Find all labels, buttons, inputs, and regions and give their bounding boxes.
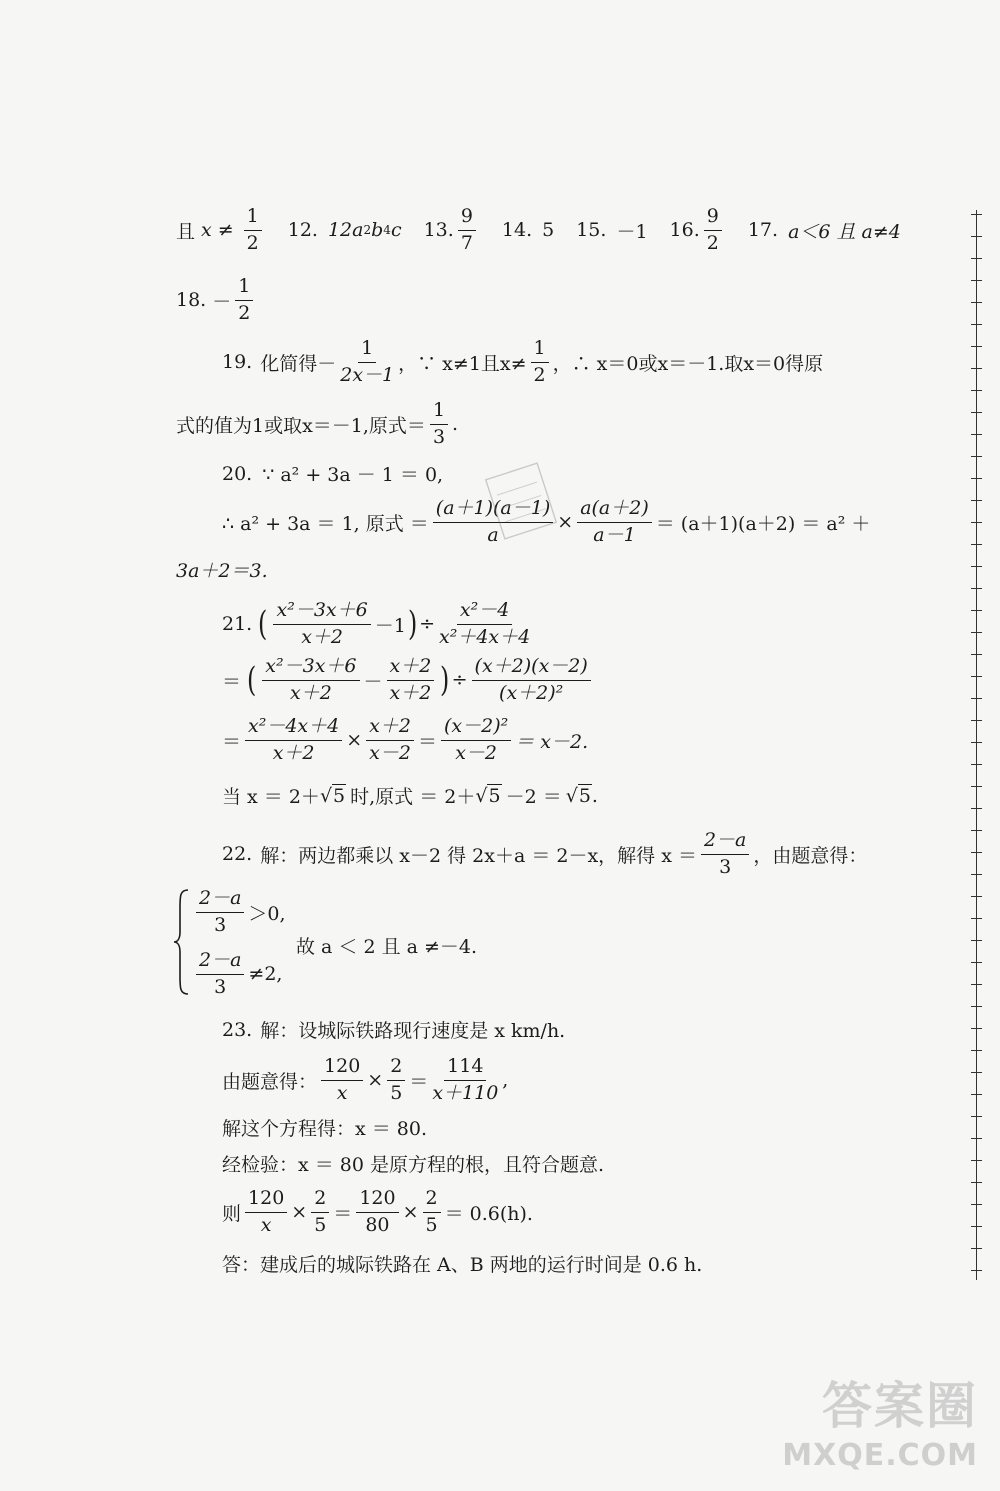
answer-22-line1 xyxy=(222,830,867,879)
fraction xyxy=(235,276,253,325)
denominator: 3 xyxy=(214,975,227,998)
fraction xyxy=(423,1188,441,1237)
binding-tick xyxy=(971,1226,982,1227)
denominator: 7 xyxy=(460,231,473,254)
binding-tick xyxy=(971,720,982,721)
text: ∴ a² + 3a ＝ 1, 原式 ＝ xyxy=(222,512,429,535)
numerator: 2 xyxy=(423,1188,441,1213)
answer-23-line4 xyxy=(222,1150,604,1177)
text: 经检验：x ＝ 80 是原方程的根，且符合题意. xyxy=(222,1154,605,1176)
fraction xyxy=(356,1188,398,1237)
numerator: (x－2)² xyxy=(441,716,511,741)
binding-tick xyxy=(971,830,982,831)
binding-tick xyxy=(971,522,982,523)
denominator: x＋2 xyxy=(272,741,315,764)
fraction xyxy=(387,656,435,705)
fraction xyxy=(432,1056,498,1105)
binding-tick xyxy=(971,962,982,963)
binding-tick xyxy=(971,698,982,699)
text: 则 xyxy=(222,1202,242,1225)
denominator: 2 xyxy=(238,301,251,324)
item-label: 22. xyxy=(222,843,253,866)
text: ＝ 0.6(h). xyxy=(444,1202,533,1225)
numerator: 2 xyxy=(387,1056,405,1081)
fraction xyxy=(430,400,448,449)
answer-21-line4: 当 x ＝ 2＋ √ 5 时,原式 ＝ 2＋ √ 5 －2 ＝ √ 5 . xyxy=(222,782,598,809)
text: ，∴ x＝0或x＝－1.取x＝0得原 xyxy=(552,352,824,375)
numerator: 120 xyxy=(321,1056,363,1081)
sqrt-value: 5 xyxy=(578,785,591,807)
binding-tick xyxy=(971,280,982,281)
text: . xyxy=(452,413,459,436)
fraction xyxy=(472,656,591,705)
binding-tick xyxy=(971,324,982,325)
binding-tick xyxy=(971,390,982,391)
binding-tick xyxy=(971,1050,982,1051)
binding-tick xyxy=(971,896,982,897)
item-label: 23. xyxy=(222,1018,253,1041)
text: 且 xyxy=(176,220,196,243)
fraction xyxy=(704,206,722,255)
numerator: 2－a xyxy=(196,888,244,913)
watermark-logo xyxy=(782,1366,978,1473)
text: b xyxy=(371,219,384,242)
binding-tick xyxy=(971,434,982,435)
fraction xyxy=(245,1188,287,1237)
text: a＜6 且 a≠4 xyxy=(788,220,901,243)
binding-tick xyxy=(971,940,982,941)
watermark-brand: 答案圈 xyxy=(822,1377,978,1435)
numerator: 120 xyxy=(356,1188,398,1213)
fraction xyxy=(701,830,749,879)
denominator: x xyxy=(336,1081,348,1104)
answer-23-line5 xyxy=(222,1188,533,1237)
text: －1 xyxy=(374,614,406,637)
text: × xyxy=(346,729,363,752)
binding-tick xyxy=(971,1094,982,1095)
denominator: x＋2 xyxy=(289,681,332,704)
binding-tick xyxy=(971,786,982,787)
text: 化简得－ xyxy=(260,352,337,375)
binding-tick xyxy=(971,852,982,853)
text: －2 ＝ xyxy=(505,786,562,808)
text: 时,原式 ＝ 2＋ xyxy=(350,786,476,808)
binding-tick xyxy=(971,632,982,633)
condition-2 xyxy=(192,950,282,999)
text: ÷ xyxy=(451,669,468,692)
numerator: 1 xyxy=(358,338,376,363)
numerator: x²－4 xyxy=(457,600,512,625)
text: ∵ a² + 3a － 1 ＝ 0, xyxy=(262,464,444,486)
numerator: 1 xyxy=(235,276,253,301)
item-label: 17. xyxy=(747,219,779,242)
denominator: 80 xyxy=(365,1213,390,1236)
exponent: 4 xyxy=(383,223,391,238)
binding-tick xyxy=(971,544,982,545)
conclusion-22 xyxy=(296,932,477,959)
fraction xyxy=(458,206,476,255)
binding-tick xyxy=(971,412,982,413)
numerator: x＋2 xyxy=(387,656,435,681)
text: ，∵ x≠1且x≠ xyxy=(398,352,527,375)
denominator: 2x－1 xyxy=(340,363,395,386)
numerator: 1 xyxy=(531,338,549,363)
binding-tick xyxy=(971,1248,982,1249)
fraction xyxy=(262,656,359,705)
denominator: 2 xyxy=(533,363,546,386)
binding-tick xyxy=(971,742,982,743)
fraction xyxy=(387,1056,405,1105)
text: . xyxy=(591,784,598,807)
numerator: 120 xyxy=(245,1188,287,1213)
binding-tick xyxy=(971,1204,982,1205)
binding-tick xyxy=(971,874,982,875)
binding-tick xyxy=(971,588,982,589)
binding-tick xyxy=(971,764,982,765)
binding-tick xyxy=(971,302,982,303)
binding-tick xyxy=(971,1072,982,1073)
text: ＝ (a＋1)(a＋2) ＝ a² ＋ xyxy=(655,512,871,535)
condition-1 xyxy=(192,888,286,937)
denominator: x＋2 xyxy=(301,625,343,648)
item-label: 13. xyxy=(423,219,454,242)
text: ≠ xyxy=(217,219,234,242)
answer-18 xyxy=(176,276,257,325)
binding-tick xyxy=(971,1028,982,1029)
text: , xyxy=(502,1069,509,1092)
item-label: 21. xyxy=(222,613,253,636)
fraction xyxy=(196,950,244,999)
text: ＞0, xyxy=(248,902,286,925)
binding-tick xyxy=(971,1138,982,1139)
fraction xyxy=(577,498,652,547)
denominator: 3 xyxy=(719,855,732,878)
binding-tick xyxy=(971,610,982,611)
text: － xyxy=(363,670,383,693)
numerator: a(a＋2) xyxy=(577,498,652,523)
binding-tick xyxy=(971,808,982,809)
denominator: x＋110 xyxy=(432,1081,499,1104)
fraction xyxy=(340,338,394,387)
denominator: 3 xyxy=(432,425,446,448)
binding-tick xyxy=(971,368,982,369)
text: ，由题意得： xyxy=(753,844,868,867)
item-label: 20. xyxy=(222,462,253,485)
binding-tick xyxy=(971,258,982,259)
sqrt-value: 5 xyxy=(333,785,346,807)
fraction xyxy=(273,600,370,649)
text: c xyxy=(390,219,402,242)
denominator: 5 xyxy=(425,1213,438,1236)
text: 解：设城际铁路现行速度是 x km/h. xyxy=(260,1020,566,1042)
text: 故 a ＜ 2 且 a ≠－4. xyxy=(296,936,478,958)
exponent: 2 xyxy=(363,223,372,238)
answer-21-line1: 21. ( $\frac{\text{x²－3x＋6}}{x+2}$ －1 ) ÷ $\frac{\text{x²－4}}{\text{x²＋4x＋4}}$ xyxy=(222,599,531,648)
binding-tick xyxy=(971,1160,982,1161)
text: 由题意得： xyxy=(222,1070,318,1093)
denominator: a－1 xyxy=(593,523,636,546)
denominator: 3 xyxy=(214,913,227,936)
numerator: 114 xyxy=(444,1056,486,1081)
numerator: 1 xyxy=(244,206,262,231)
fraction xyxy=(244,206,262,255)
fraction xyxy=(321,1056,363,1105)
text: x xyxy=(201,219,212,242)
fraction xyxy=(439,600,530,649)
binding-tick xyxy=(971,654,982,655)
text: × xyxy=(291,1201,308,1224)
binding-tick xyxy=(971,236,982,237)
text: ＝ xyxy=(409,1070,429,1093)
text: ≠2, xyxy=(248,963,283,986)
binding-tick xyxy=(971,676,982,677)
denominator: x²＋4x＋4 xyxy=(439,625,531,648)
text: 解：两边都乘以 x－2 得 2x＋a ＝ 2－x，解得 x ＝ xyxy=(260,844,697,867)
answer-19-line1 xyxy=(222,338,823,387)
answer-21-line3 xyxy=(222,716,588,765)
item-label: 19. xyxy=(222,351,253,374)
numerator: 1 xyxy=(430,400,448,425)
numerator: x²－3x＋6 xyxy=(273,600,370,625)
binding-tick xyxy=(971,478,982,479)
binding-line xyxy=(976,210,977,1280)
binding-tick xyxy=(971,500,982,501)
fraction xyxy=(311,1188,329,1237)
text: 式的值为1或取x＝－1,原式＝ xyxy=(176,414,426,437)
watermark-url: MXQE.COM xyxy=(782,1438,978,1473)
text: ＝ x－2. xyxy=(515,730,589,753)
numerator: 9 xyxy=(458,206,476,231)
fraction xyxy=(441,716,511,765)
text: ＝ xyxy=(222,730,242,753)
denominator: 2 xyxy=(246,231,259,254)
numerator: x²－4x＋4 xyxy=(245,716,342,741)
text: ＝ xyxy=(417,730,437,753)
denominator: a xyxy=(487,523,499,546)
denominator: x－2 xyxy=(369,741,411,764)
binding-tick xyxy=(971,456,982,457)
denominator: 2 xyxy=(706,231,719,254)
numerator: x＋2 xyxy=(366,716,414,741)
numerator: (a＋1)(a－1) xyxy=(433,498,553,523)
numerator: 2－a xyxy=(196,950,244,975)
numerator: x²－3x＋6 xyxy=(262,656,359,681)
answer-19-line2 xyxy=(176,400,458,449)
denominator: (x＋2)² xyxy=(499,681,564,704)
text: ÷ xyxy=(419,613,435,636)
binding-tick xyxy=(971,1270,982,1271)
denominator: x＋2 xyxy=(389,681,432,704)
item-label: 12. xyxy=(287,219,318,242)
text: 答：建成后的城际铁路在 A、B 两地的运行时间是 0.6 h. xyxy=(222,1254,703,1276)
binding-tick xyxy=(971,1006,982,1007)
numerator: 2 xyxy=(311,1188,329,1213)
text: 12a xyxy=(327,219,364,242)
binding-tick xyxy=(971,1182,982,1183)
brace-icon xyxy=(172,888,190,996)
text: 3a＋2＝3. xyxy=(176,560,268,582)
numerator: 9 xyxy=(704,206,722,231)
answer-line-11-17 xyxy=(176,206,901,255)
answer-20-line1 xyxy=(222,460,443,487)
binding-tick xyxy=(971,566,982,567)
binding-tick xyxy=(971,984,982,985)
text: － xyxy=(212,290,232,313)
text: ＝ xyxy=(333,1202,353,1225)
denominator: 5 xyxy=(390,1081,403,1104)
fraction xyxy=(366,716,414,765)
text: ＝ xyxy=(222,670,242,693)
text: × xyxy=(557,511,574,534)
answer-21-line2: ＝ ( $\frac{\text{x²－3x＋6}}{x+2}$ － $\frac{x+2}{x+2}$ ) ÷ $\frac{(x+2)(x-2)}{\text{(x＋2)²}}$ xyxy=(222,656,595,705)
binding-tick xyxy=(971,346,982,347)
fraction xyxy=(245,716,342,765)
item-label: 16. xyxy=(669,219,700,242)
fraction xyxy=(196,888,244,937)
text: 5 xyxy=(542,219,555,242)
denominator: x xyxy=(260,1213,272,1236)
fraction xyxy=(531,338,549,387)
answer-23-line3 xyxy=(222,1114,427,1141)
item-label: 14. xyxy=(501,219,533,242)
answer-20-line3 xyxy=(176,556,268,583)
answer-23-line6 xyxy=(222,1250,702,1277)
binding-tick xyxy=(971,214,982,215)
sqrt-value: 5 xyxy=(488,785,501,807)
answer-23-line2 xyxy=(222,1056,508,1105)
numerator: 2－a xyxy=(701,830,749,855)
text: × xyxy=(367,1069,384,1092)
item-label: 15. xyxy=(576,219,607,242)
text: －1 xyxy=(616,220,648,243)
denominator: x－2 xyxy=(455,741,498,764)
denominator: 5 xyxy=(314,1213,327,1236)
binding-tick xyxy=(971,1116,982,1117)
numerator: (x＋2)(x－2) xyxy=(472,656,591,681)
answer-23-line1 xyxy=(222,1016,565,1043)
text: 当 x ＝ 2＋ xyxy=(222,786,320,808)
text: × xyxy=(402,1201,419,1224)
binding-tick xyxy=(971,918,982,919)
text: 解这个方程得：x ＝ 80. xyxy=(222,1118,428,1140)
item-label: 18. xyxy=(176,289,207,312)
